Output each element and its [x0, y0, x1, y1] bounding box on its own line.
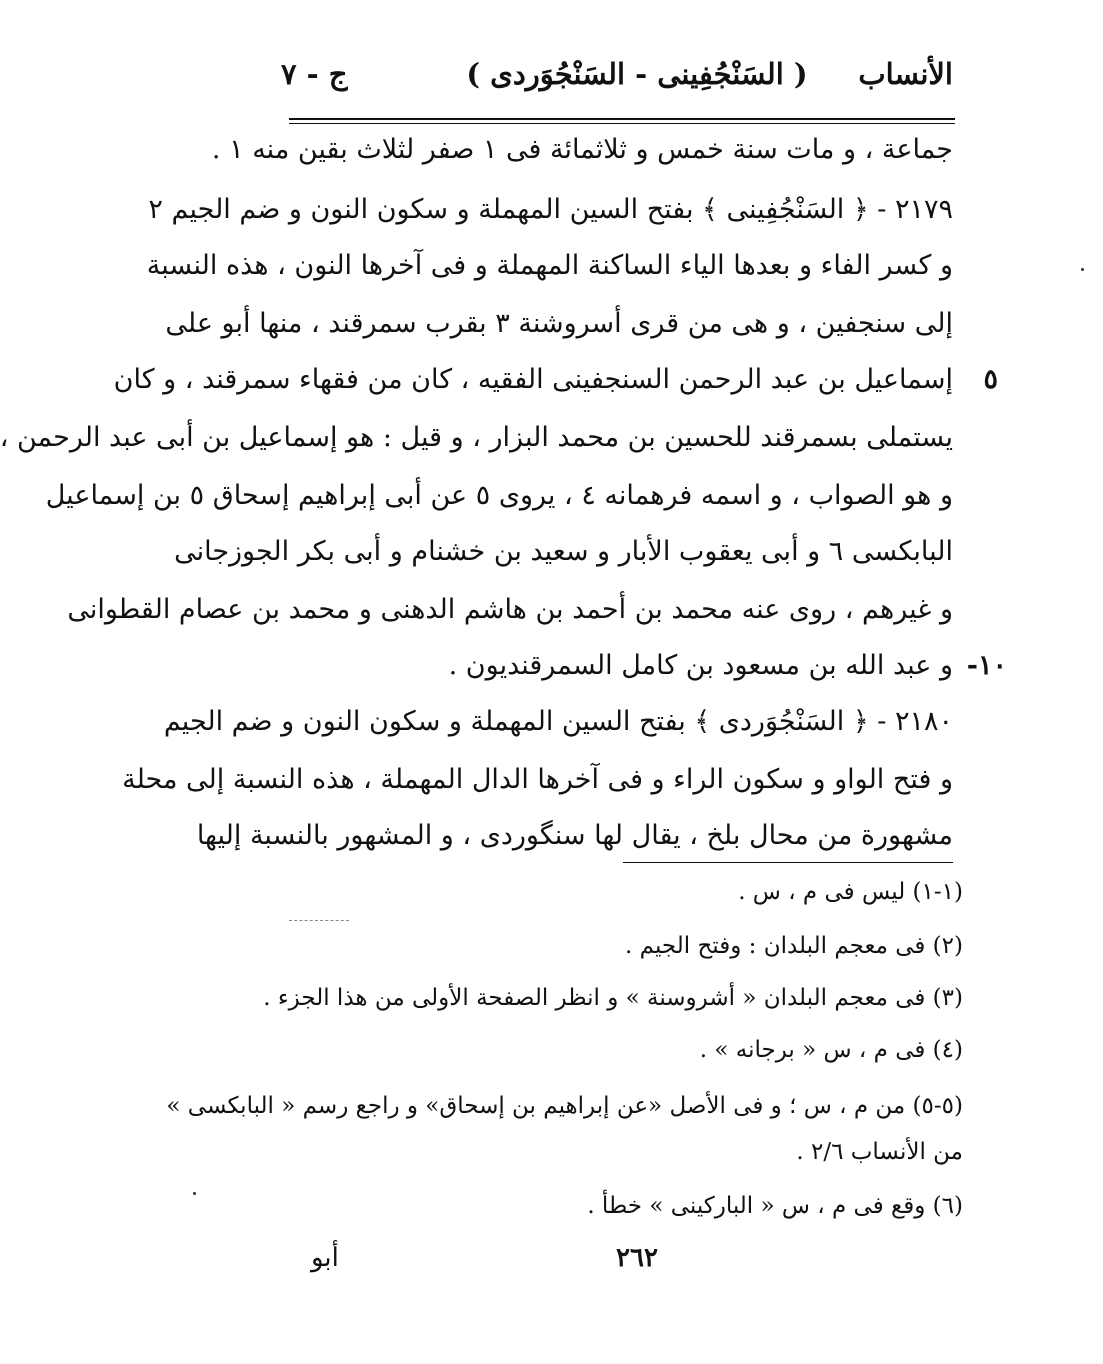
footnote-3: (٣) فى معجم البلدان « أشروسنة » و انظر الصفحة الأولى من هذا الجزء . [263, 985, 963, 1011]
body-line-4: إلى سنجفين ، و هى من قرى أسروشنة ٣ بقرب سمرقند ، منها أبو على [165, 308, 953, 339]
footnote-2: (٢) فى معجم البلدان : وفتح الجيم . [625, 933, 963, 959]
header-volume: ج - ٧ [281, 57, 348, 91]
body-line-13: مشهورة من محال بلخ ، يقال لها سنگوردى ، و المشهور بالنسبة إليها [196, 820, 953, 851]
line-marker-10: ١٠- [966, 650, 1007, 681]
header-book-title: الأنساب [858, 57, 953, 91]
footnote-5-continued: من الأنساب ٢/٦ . [796, 1139, 963, 1165]
body-line-5: إسماعيل بن عبد الرحمن السنجفينى الفقيه ، كان من فقهاء سمرقند ، و كان [113, 364, 953, 395]
scan-speck [1081, 268, 1084, 271]
body-line-7: و هو الصواب ، و اسمه فرهمانه ٤ ، يروى ٥ عن أبى إبراهيم إسحاق ٥ بن إسماعيل [45, 480, 953, 511]
body-line-12: و فتح الواو و سكون الراء و فى آخرها الدال المهملة ، هذه النسبة إلى محلة [122, 764, 953, 795]
line-marker-5: ٥ [983, 364, 998, 395]
entry-2180-heading-line: ٢١٨٠ - ﴿ السَنْجُوَردى ﴾ بفتح السين المهملة و سكون النون و ضم الجيم [163, 706, 953, 737]
footnote-4: (٤) فى م ، س « برجانه » . [699, 1037, 963, 1063]
footnote-1: (١-١) ليس فى م ، س . [738, 879, 963, 905]
body-line-9: و غيرهم ، روى عنه محمد بن أحمد بن هاشم الدهنى و محمد بن عصام القطوانى [67, 594, 953, 625]
footnote-6: (٦) وقع فى م ، س « الباركينى » خطأ . [587, 1193, 963, 1219]
page-number: ٢٦٢ [616, 1243, 658, 1273]
catchword: أبو [311, 1243, 339, 1273]
body-line-1: جماعة ، و مات سنة خمس و ثلاثمائة فى ١ صفر لثلاث بقين منه ١ . [211, 134, 953, 165]
footnote-dash-mark [289, 920, 349, 921]
scan-speck [193, 1192, 196, 1195]
body-line-6: يستملى بسمرقند للحسين بن محمد البزار ، و قيل : هو إسماعيل بن أبى عبد الرحمن ، [0, 422, 953, 453]
body-line-8: البابكسى ٦ و أبى يعقوب الأبار و سعيد بن خشنام و أبى بكر الجوزجانى [174, 536, 953, 567]
footnote-5: (٥-٥) من م ، س ؛ و فى الأصل «عن إبراهيم بن إسحاق» و راجع رسم « البابكسى » [166, 1093, 963, 1119]
body-line-3: و كسر الفاء و بعدها الياء الساكنة المهملة و فى آخرها النون ، هذه النسبة [146, 250, 953, 281]
body-line-10: و عبد الله بن مسعود بن كامل السمرقنديون . [448, 650, 953, 681]
entry-2179-heading-line: ٢١٧٩ - ﴿ السَنْجُفِينى ﴾ بفتح السين المهملة و سكون النون و ضم الجيم ٢ [148, 194, 953, 225]
header-entry-range: ( السَنْجُفِينى - السَنْجُوَردى ) [466, 57, 808, 91]
footnote-separator [623, 862, 953, 863]
header-rule [289, 118, 955, 120]
header-rule-thin [289, 123, 955, 124]
